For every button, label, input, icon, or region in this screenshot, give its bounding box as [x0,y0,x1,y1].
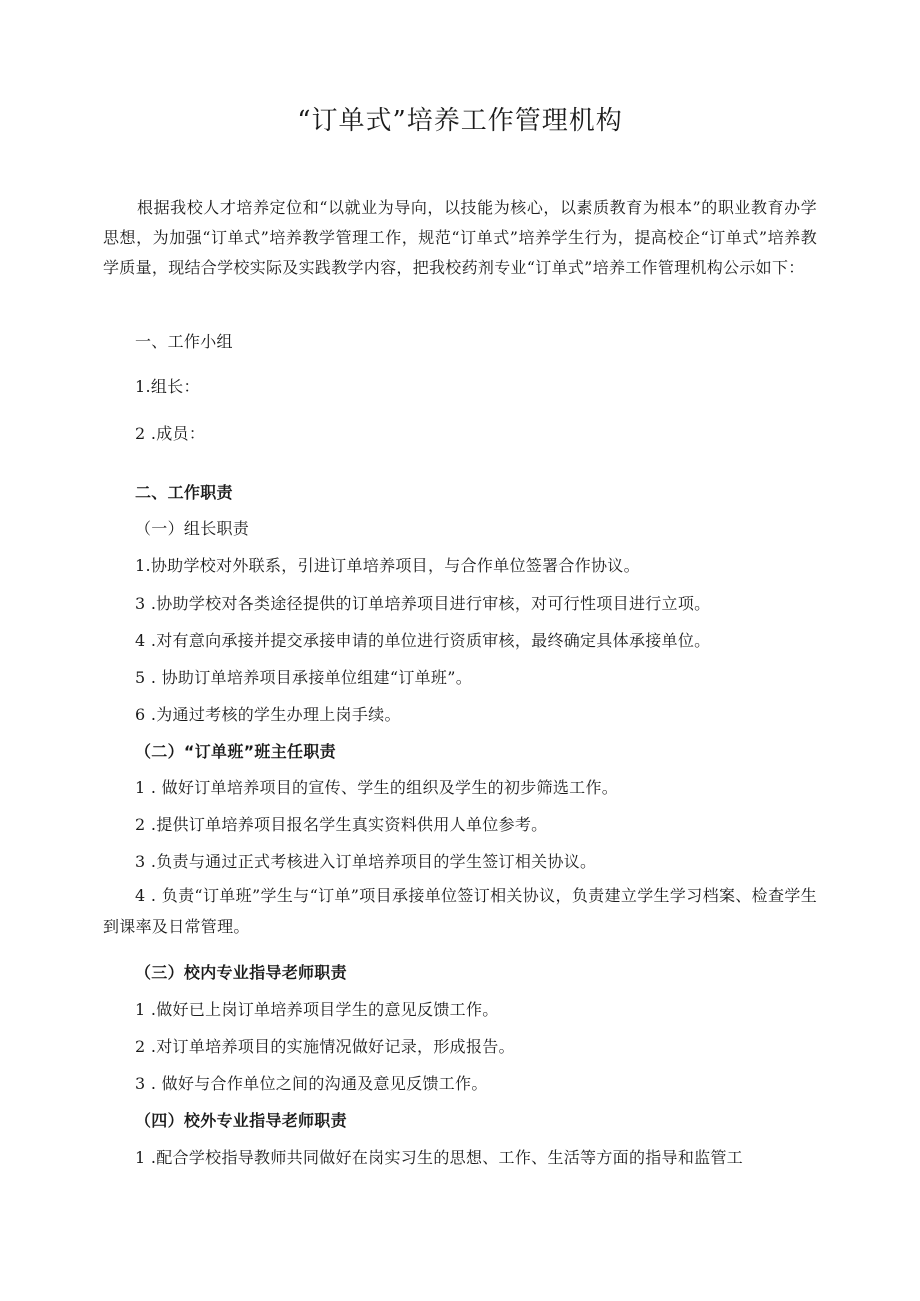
list-item: 5 . 协助订单培养项目承接单位组建“订单班”。 [135,668,472,687]
list-item: 3 .协助学校对各类途径提供的订单培养项目进行审核，对可行性项目进行立项。 [135,594,711,613]
list-item: 4 . 负责“订单班”学生与“订单”项目承接单位签订相关协议，负责建立学生学习档案、检查学生到课率及日常管理。 [103,886,817,936]
subsection-heading-internal-advisor-duties: （三）校内专业指导老师职责 [135,963,347,982]
subsection-heading-class-teacher-duties: （二）“订单班”班主任职责 [135,742,336,761]
list-item: 1.协助学校对外联系，引进订单培养项目，与合作单位签署合作协议。 [135,556,640,575]
item-group-members: 2 .成员： [135,424,206,443]
list-item: 2 .提供订单培养项目报名学生真实资料供用人单位参考。 [135,815,548,834]
list-item: 3 .负责与通过正式考核进入订单培养项目的学生签订相关协议。 [135,852,597,871]
list-item: 1 .做好已上岗订单培养项目学生的意见反馈工作。 [135,1000,499,1019]
list-item: 6 .为通过考核的学生办理上岗手续。 [135,705,401,724]
item-group-leader: 1.组长： [135,377,200,396]
list-item: 3 . 做好与合作单位之间的沟通及意见反馈工作。 [135,1074,488,1093]
list-item: 1 . 做好订单培养项目的宣传、学生的组织及学生的初步筛选工作。 [135,778,619,797]
list-item: 4 .对有意向承接并提交承接申请的单位进行资质审核，最终确定具体承接单位。 [135,631,711,650]
subsection-heading-leader-duties: （一）组长职责 [135,519,250,538]
subsection-heading-external-advisor-duties: （四）校外专业指导老师职责 [135,1111,347,1130]
intro-paragraph: 根据我校人才培养定位和“以就业为导向，以技能为核心，以素质教育为根本”的职业教育办学思想，为加强“订单式”培养教学管理工作，规范“订单式”培养学生行为，提高校企“订单式”培养教学质量，现结合学校实际及实践教学内容，把我校药剂专业“订单式”培养工作管理机构公示如下： [103,198,817,277]
section-heading-duties: 二、工作职责 [135,483,233,502]
list-item: 1 .配合学校指导教师共同做好在岗实习生的思想、工作、生活等方面的指导和监管工 [135,1148,744,1167]
list-item: 2 .对订单培养项目的实施情况做好记录，形成报告。 [135,1037,515,1056]
section-heading-work-group: 一、工作小组 [135,332,233,351]
document-title: “订单式”培养工作管理机构 [297,106,623,136]
